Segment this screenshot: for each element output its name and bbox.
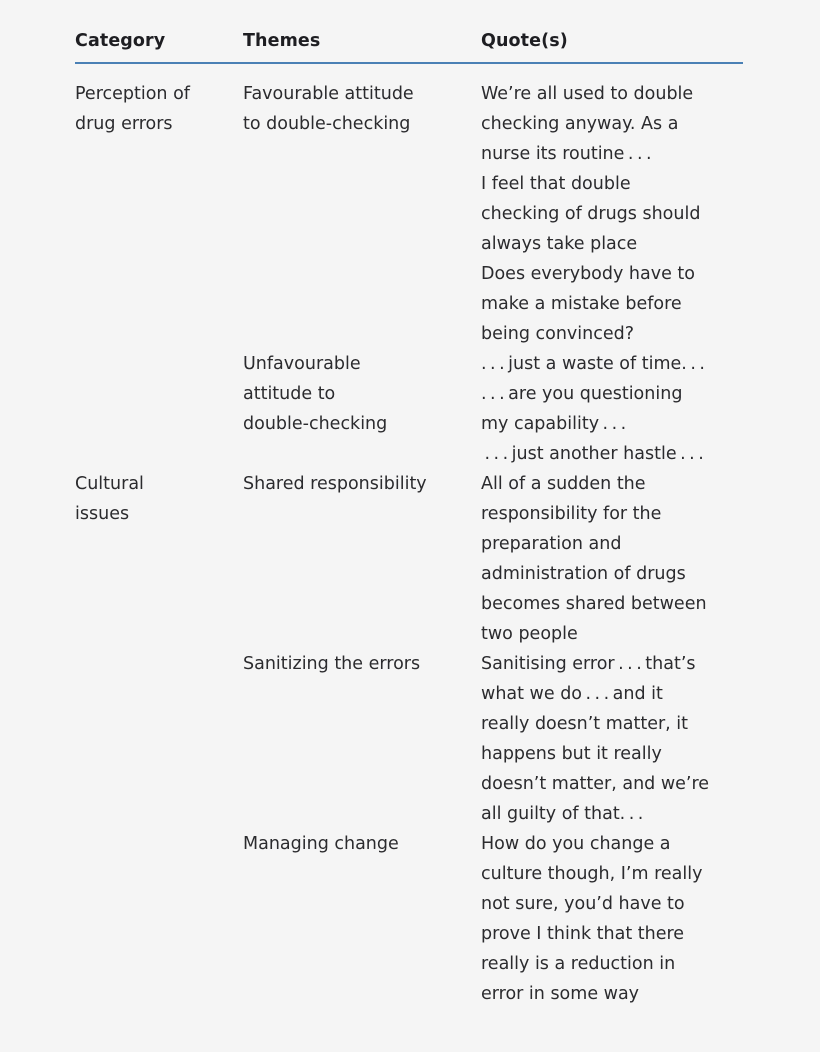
quotes-line: all guilty of that. . . [481, 804, 644, 824]
themes-cell-lines [243, 829, 469, 859]
themes-line: to double-checking [243, 114, 411, 134]
quotes-line: responsibility for the [481, 504, 662, 524]
quotes-line: error in some way [481, 984, 640, 1004]
table-row [75, 63, 743, 349]
table-row [75, 649, 743, 829]
quotes-line: administration of drugs [481, 564, 686, 584]
category-line: Perception of [75, 84, 190, 104]
quotes-line: happens but it really [481, 744, 662, 764]
quotes-line: prove I think that there [481, 924, 685, 944]
themes-cell-lines [243, 649, 469, 679]
themes-line: Unfavourable [243, 354, 361, 374]
category-cell [75, 649, 243, 829]
themes-line: double-checking [243, 414, 388, 434]
quotes-line: checking of drugs should [481, 204, 701, 224]
themes-cell [243, 349, 481, 469]
quotes-line: nurse its routine . . . [481, 144, 652, 164]
quotes-cell-lines [481, 349, 743, 469]
themes-cell-lines [243, 469, 469, 499]
quotes-line: really is a reduction in [481, 954, 676, 974]
quotes-line: doesn’t matter, and we’re [481, 774, 710, 794]
category-cell-lines [75, 79, 231, 139]
table-header-row [75, 30, 743, 63]
quotes-line: Sanitising error . . . that’s [481, 654, 696, 674]
quotes-line: I feel that double [481, 174, 631, 194]
quotes-line: . . . are you questioning [481, 384, 683, 404]
quotes-cell [481, 349, 743, 469]
quotes-line: preparation and [481, 534, 622, 554]
quotes-line: my capability . . . [481, 414, 627, 434]
category-cell [75, 349, 243, 469]
quotes-line: . . . just another hastle . . . [481, 444, 704, 464]
quotes-cell-lines [481, 469, 743, 649]
themes-cell [243, 649, 481, 829]
category-cell-lines [75, 469, 231, 529]
quotes-line: make a mistake before [481, 294, 682, 314]
quotes-cell [481, 829, 743, 1009]
column-header-themes: Themes [243, 30, 481, 63]
quotes-line: We’re all used to double [481, 84, 694, 104]
quotes-line: being convinced? [481, 324, 635, 344]
themes-cell-lines [243, 349, 469, 439]
category-line: issues [75, 504, 130, 524]
table-row [75, 349, 743, 469]
table-row [75, 469, 743, 649]
quotes-line: All of a sudden the [481, 474, 646, 494]
quotes-line: not sure, you’d have to [481, 894, 685, 914]
quotes-line: really doesn’t matter, it [481, 714, 689, 734]
category-cell [75, 63, 243, 349]
quotes-cell-lines [481, 829, 743, 1009]
quotes-cell [481, 469, 743, 649]
qualitative-themes-table [75, 30, 743, 1009]
table-body [75, 63, 743, 1009]
category-line: Cultural [75, 474, 144, 494]
category-cell [75, 469, 243, 649]
themes-line: Managing change [243, 834, 399, 854]
themes-cell-lines [243, 79, 469, 139]
quotes-line: becomes shared between [481, 594, 707, 614]
category-cell [75, 829, 243, 1009]
quotes-line: . . . just a waste of time. . . [481, 354, 705, 374]
quotes-cell [481, 63, 743, 349]
qualitative-themes-table-container [75, 30, 743, 1009]
table-row [75, 829, 743, 1009]
category-line: drug errors [75, 114, 173, 134]
quotes-line: checking anyway. As a [481, 114, 679, 134]
column-header-category: Category [75, 30, 243, 63]
quotes-line: How do you change a [481, 834, 671, 854]
quotes-line: what we do . . . and it [481, 684, 663, 704]
themes-line: attitude to [243, 384, 336, 404]
themes-line: Shared responsibility [243, 474, 427, 494]
quotes-line: always take place [481, 234, 638, 254]
table-header [75, 30, 743, 63]
themes-line: Favourable attitude [243, 84, 414, 104]
quotes-cell-lines [481, 79, 743, 349]
quotes-line: two people [481, 624, 578, 644]
quotes-cell-lines [481, 649, 743, 829]
column-header-quotes: Quote(s) [481, 30, 743, 63]
themes-line: Sanitizing the errors [243, 654, 421, 674]
quotes-line: Does everybody have to [481, 264, 695, 284]
quotes-cell [481, 649, 743, 829]
themes-cell [243, 829, 481, 1009]
themes-cell [243, 63, 481, 349]
themes-cell [243, 469, 481, 649]
quotes-line: culture though, I’m really [481, 864, 703, 884]
